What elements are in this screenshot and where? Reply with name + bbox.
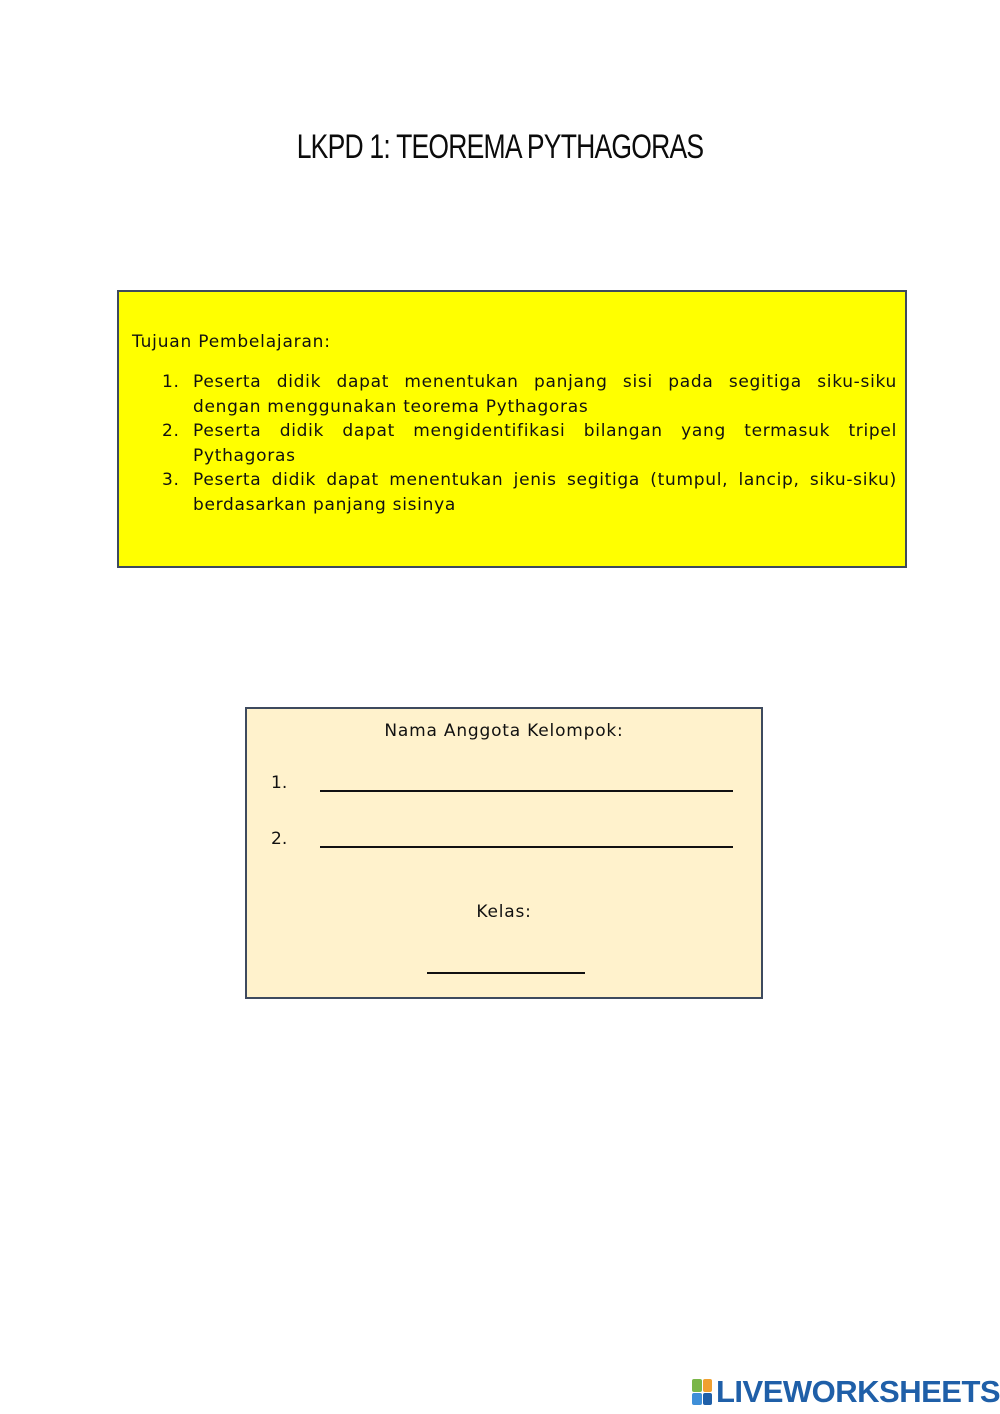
goal-text: Peserta didik dapat menentukan jenis segitiga (tumpul, lancip, siku-siku) berdasarkan panjang sisinya	[193, 470, 897, 515]
learning-goal-item	[132, 468, 897, 517]
goal-text: Peserta didik dapat menentukan panjang sisi pada segitiga siku-siku dengan menggunakan teorema Pythagoras	[193, 372, 897, 417]
goal-number: 2.	[162, 421, 180, 441]
learning-goal-item	[132, 419, 897, 468]
class-label: Kelas:	[476, 902, 532, 922]
learning-goals-heading: Tujuan Pembelajaran:	[132, 332, 331, 352]
learning-goal-item	[132, 370, 897, 419]
goal-number: 3.	[162, 470, 180, 490]
learning-goals-list	[132, 370, 897, 517]
page-title: LKPD 1: TEOREMA PYTHAGORAS	[296, 128, 704, 166]
member-2-input-line[interactable]	[320, 846, 733, 848]
brand-name: LIVEWORKSHEETS	[716, 1374, 1000, 1409]
goal-number: 1.	[162, 372, 180, 392]
learning-goals-box	[117, 290, 907, 568]
goal-text: Peserta didik dapat mengidentifikasi bilangan yang termasuk tripel Pythagoras	[193, 421, 897, 466]
class-input-line[interactable]	[427, 972, 585, 974]
member-2-number: 2.	[271, 829, 288, 849]
liveworksheets-logo-icon	[692, 1379, 712, 1405]
member-1-input-line[interactable]	[320, 790, 733, 792]
group-members-heading: Nama Anggota Kelompok:	[384, 721, 624, 741]
liveworksheets-brand	[692, 1374, 1000, 1410]
group-members-box	[245, 707, 763, 999]
member-1-number: 1.	[271, 773, 288, 793]
